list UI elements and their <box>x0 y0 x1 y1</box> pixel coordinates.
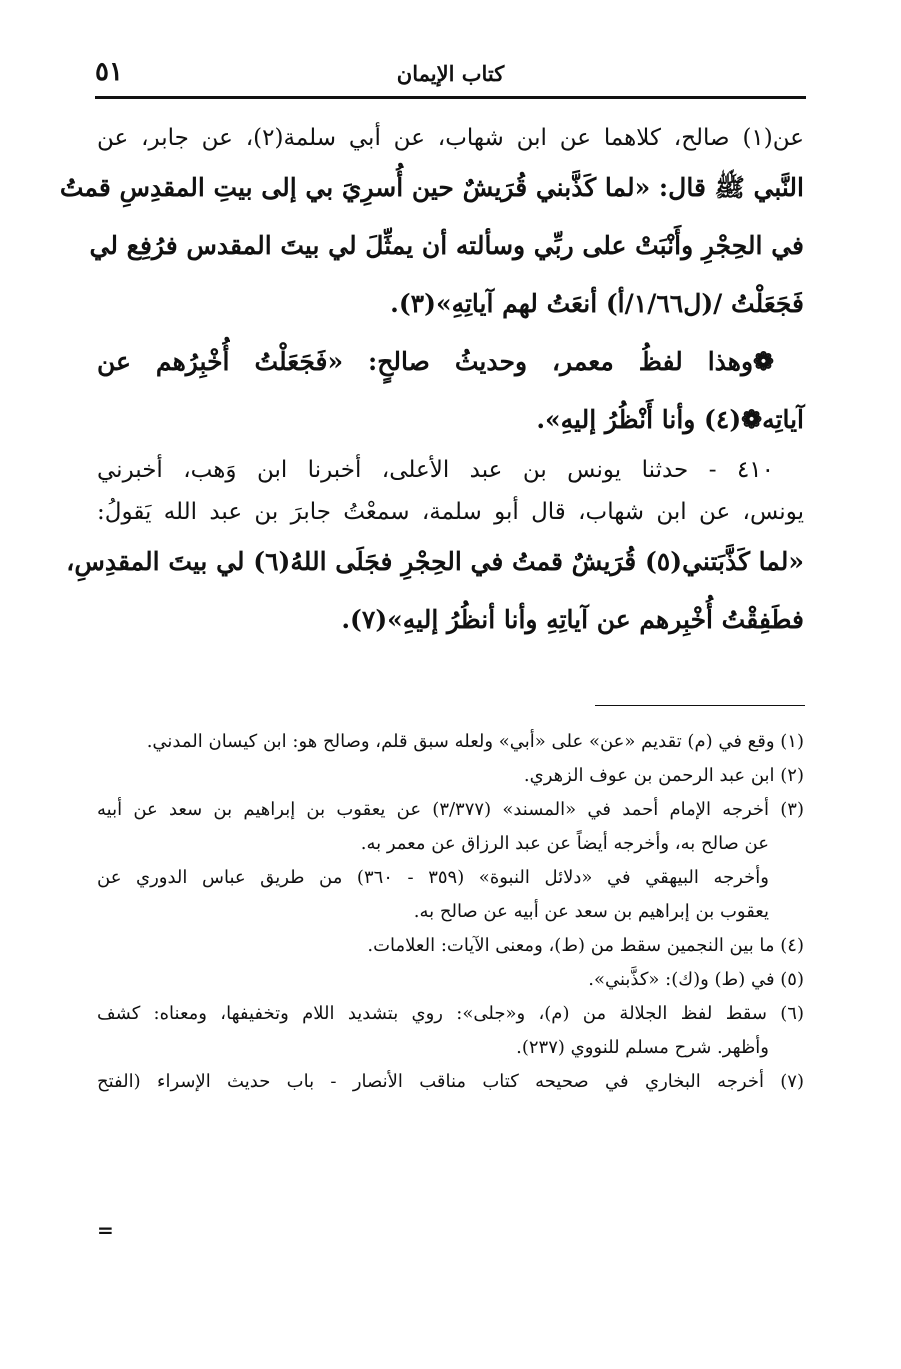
text-line: «لما كَذَّبَتني(٥) قُرَيشٌ قمتُ في الحِجْرِ فجَلَى اللهُ(٦) لي بيتَ المقدِسِ، <box>66 547 804 576</box>
footnote-line: وأظهر. شرح مسلم للنووي (٢٣٧). <box>516 1037 769 1058</box>
footnote-line: (٢) ابن عبد الرحمن بن عوف الزهري. <box>523 765 804 786</box>
text-line: النَّبي ﷺ قال: «لما كَذَّبني قُرَيشٌ حين أُسرِيَ بي إلى بيتِ المقدِسِ قمتُ <box>59 173 804 202</box>
footnotes <box>97 725 804 1099</box>
footnote-line: (٤) ما بين النجمين سقط من (ط)، ومعنى الآيات: العلامات. <box>367 935 804 956</box>
footnote-line: (٦) سقط لفظ الجلالة من (م)، و«جلى»: روي بتشديد اللام وتخفيفها، ومعناه: كشف <box>97 1003 804 1024</box>
text-line: يونس، عن ابن شهاب، قال أبو سلمة، سمعْتُ جابرَ بن عبد الله يَقولُ: <box>97 499 804 525</box>
text-line: فَجَعَلْتُ /(ل١/٦٦/أ) أنعَتُ لهم آياتِهِ»(٣). <box>390 289 804 318</box>
footnote-separator <box>595 705 805 706</box>
page-number: ٥١ <box>95 57 123 87</box>
footnote-line: عن صالح به، وأخرجه أيضاً عن عبد الرزاق عن معمر به. <box>360 833 769 854</box>
continuation-mark: = <box>97 1218 114 1242</box>
chapter-title: كتاب الإيمان <box>396 61 505 86</box>
text-line: في الحِجْرِ وأَنْبَتْ على ربِّي وسألته أن يمثِّلَ لي بيتَ المقدس فرُفِع لي <box>89 231 804 260</box>
header-rule <box>95 96 806 99</box>
page-header <box>95 55 806 97</box>
text-line: آياتِه❁(٤) وأنا أَنْظُرُ إليهِ». <box>536 405 804 434</box>
text-line: فطَفِقْتُ أُخْبِرهم عن آياتِهِ وأنا أنظُرُ إليهِ»(٧). <box>341 605 804 634</box>
footnote-line: (١) وقع في (م) تقديم «عن» على «أبي» ولعله سبق قلم، وصالح هو: ابن كيسان المدني. <box>146 731 804 752</box>
text-line: عن(١) صالح، كلاهما عن ابن شهاب، عن أبي سلمة(٢)، عن جابر، عن <box>97 125 804 151</box>
hadith-number-line: ٤١٠ - حدثنا يونس بن عبد الأعلى، أخبرنا ابن وَهب، أخبرني <box>97 457 774 483</box>
footnote-line: (٣) أخرجه الإمام أحمد في «المسند» (٣/٣٧٧) عن يعقوب بن إبراهيم بن سعد عن أبيه <box>97 799 804 820</box>
text-line: ❁وهذا لفظُ معمر، وحديثُ صالحٍ: «فَجَعَلْتُ أُخْبِرُهم عن <box>97 347 774 376</box>
footnote-line: (٧) أخرجه البخاري في صحيحه كتاب مناقب الأنصار - باب حديث الإسراء (الفتح <box>97 1071 804 1092</box>
footnote-line: وأخرجه البيهقي في «دلائل النبوة» (٣٥٩ - ٣٦٠) من طريق عباس الدوري عن <box>97 867 769 888</box>
footnote-line: (٥) في (ط) و(ك): «كذَّبني». <box>588 969 804 990</box>
main-text <box>59 117 804 649</box>
footnote-line: يعقوب بن إبراهيم بن سعد عن أبيه عن صالح به. <box>413 901 769 922</box>
